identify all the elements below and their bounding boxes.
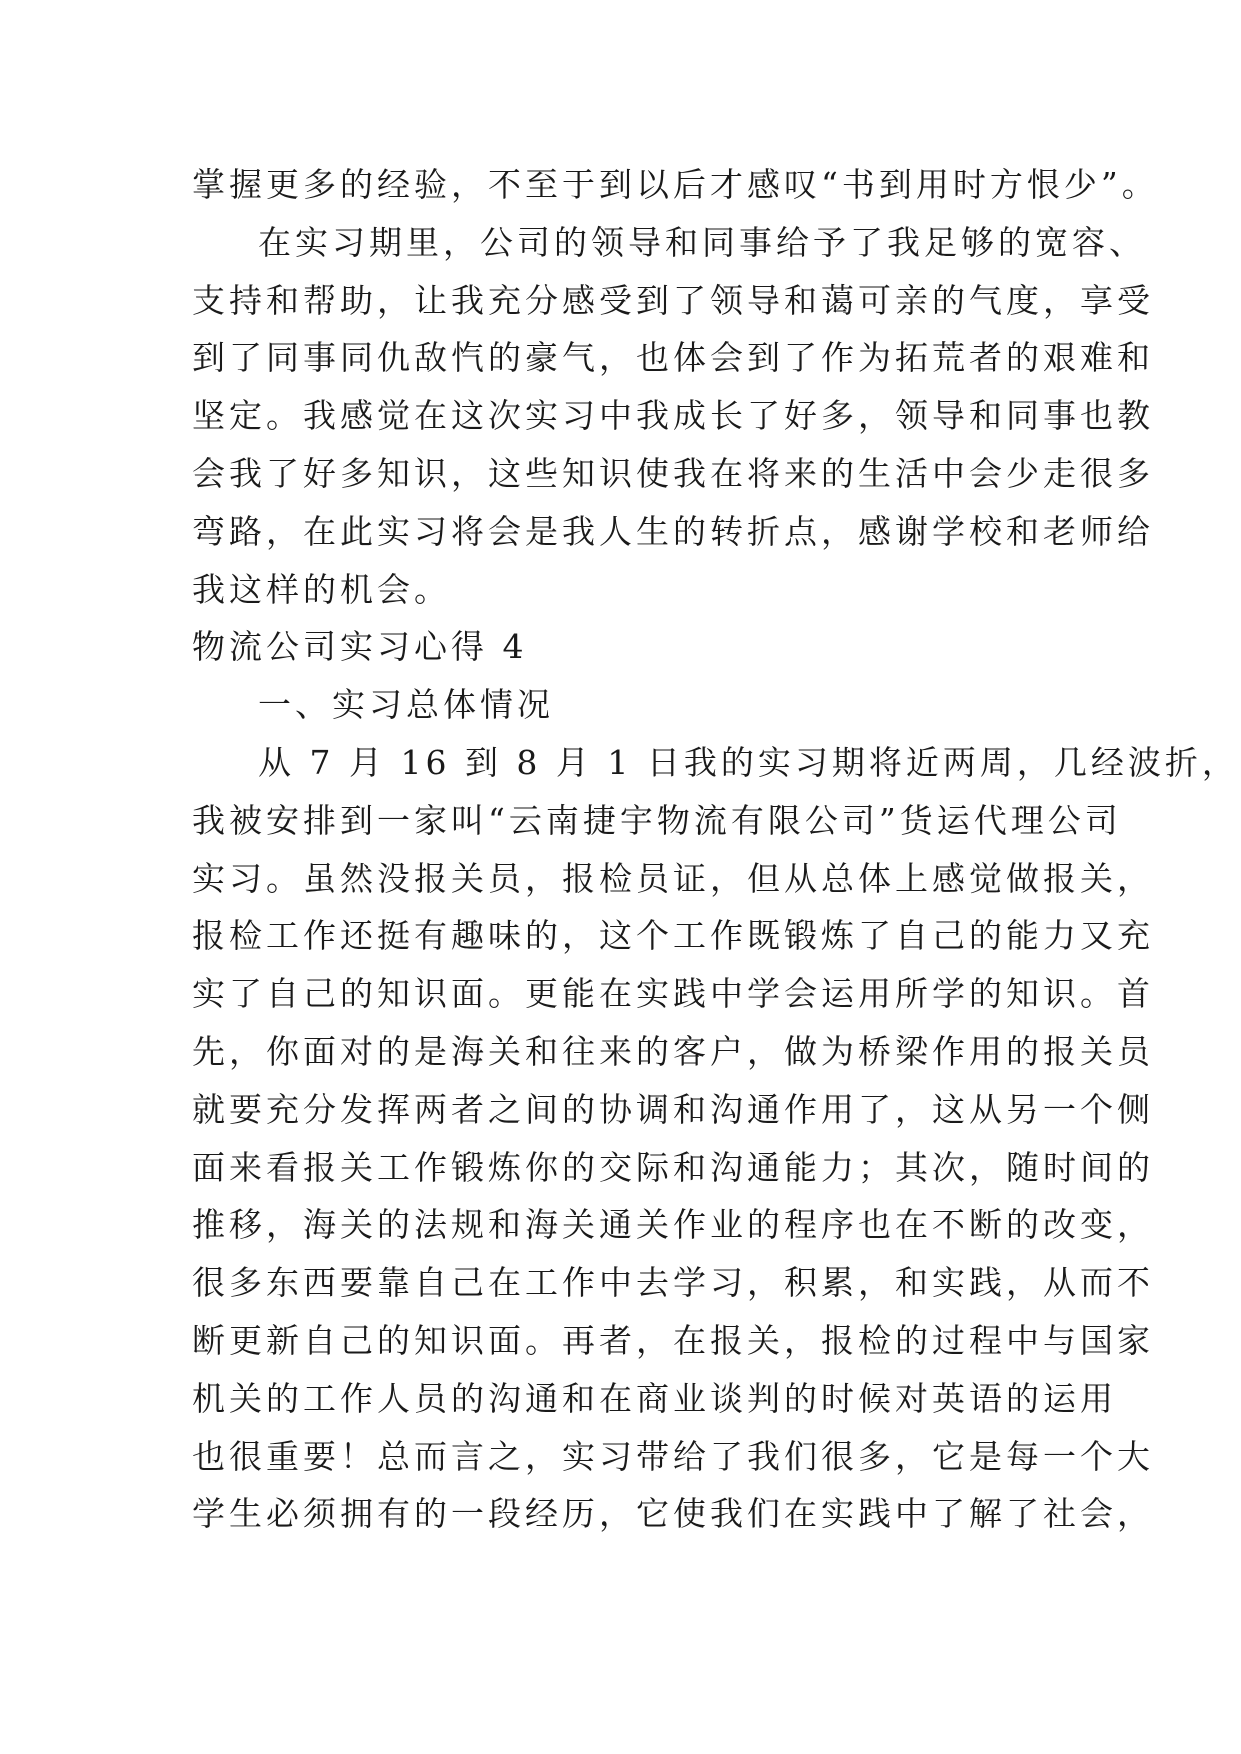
paragraph-line: 我这样的机会。 (192, 569, 451, 609)
paragraph-line: 断更新自己的知识面。再者，在报关，报检的过程中与国家 (192, 1320, 1154, 1360)
paragraph-line: 坚定。我感觉在这次实习中我成长了好多，领导和同事也教 (192, 396, 1154, 436)
paragraph-line: 机关的工作人员的沟通和在商业谈判的时候对英语的运用 (192, 1378, 1117, 1418)
paragraph-line: 会我了好多知识，这些知识使我在将来的生活中会少走很多 (192, 453, 1154, 493)
paragraph-line: 先，你面对的是海关和往来的客户，做为桥梁作用的报关员 (192, 1031, 1154, 1071)
paragraph-line: 很多东西要靠自己在工作中去学习，积累，和实践，从而不 (192, 1263, 1154, 1303)
paragraph-line: 弯路，在此实习将会是我人生的转折点，感谢学校和老师给 (192, 511, 1154, 551)
paragraph-line: 面来看报关工作锻炼你的交际和沟通能力；其次，随时间的 (192, 1147, 1154, 1187)
paragraph-line: 实了自己的知识面。更能在实践中学会运用所学的知识。首 (192, 974, 1154, 1014)
paragraph-line: 学生必须拥有的一段经历，它使我们在实践中了解了社会， (192, 1494, 1154, 1534)
paragraph-line: 就要充分发挥两者之间的协调和沟通作用了，这从另一个侧 (192, 1089, 1154, 1129)
paragraph-line: 从 7 月 16 到 8 月 1 日我的实习期将近两周，几经波折， (258, 742, 1239, 782)
section-heading: 物流公司实习心得 4 (192, 627, 528, 667)
paragraph-line: 实习。虽然没报关员，报检员证，但从总体上感觉做报关， (192, 858, 1154, 898)
paragraph-line: 在实习期里，公司的领导和同事给予了我足够的宽容、 (258, 222, 1146, 262)
paragraph-line: 到了同事同仇敌忾的豪气，也体会到了作为拓荒者的艰难和 (192, 338, 1154, 378)
subsection-heading: 一、实习总体情况 (258, 685, 554, 725)
paragraph-line: 掌握更多的经验，不至于到以后才感叹“书到用时方恨少”。 (192, 165, 1159, 204)
paragraph-line: 报检工作还挺有趣味的，这个工作既锻炼了自己的能力又充 (192, 916, 1154, 956)
document-body (192, 156, 1239, 1543)
paragraph-line: 我被安排到一家叫“云南捷宇物流有限公司”货运代理公司 (192, 800, 1122, 840)
paragraph-line: 支持和帮助，让我充分感受到了领导和蔼可亲的气度，享受 (192, 280, 1154, 320)
paragraph-line: 也很重要！总而言之，实习带给了我们很多，它是每一个大 (192, 1436, 1154, 1476)
paragraph-line: 推移，海关的法规和海关通关作业的程序也在不断的改变， (192, 1205, 1154, 1245)
